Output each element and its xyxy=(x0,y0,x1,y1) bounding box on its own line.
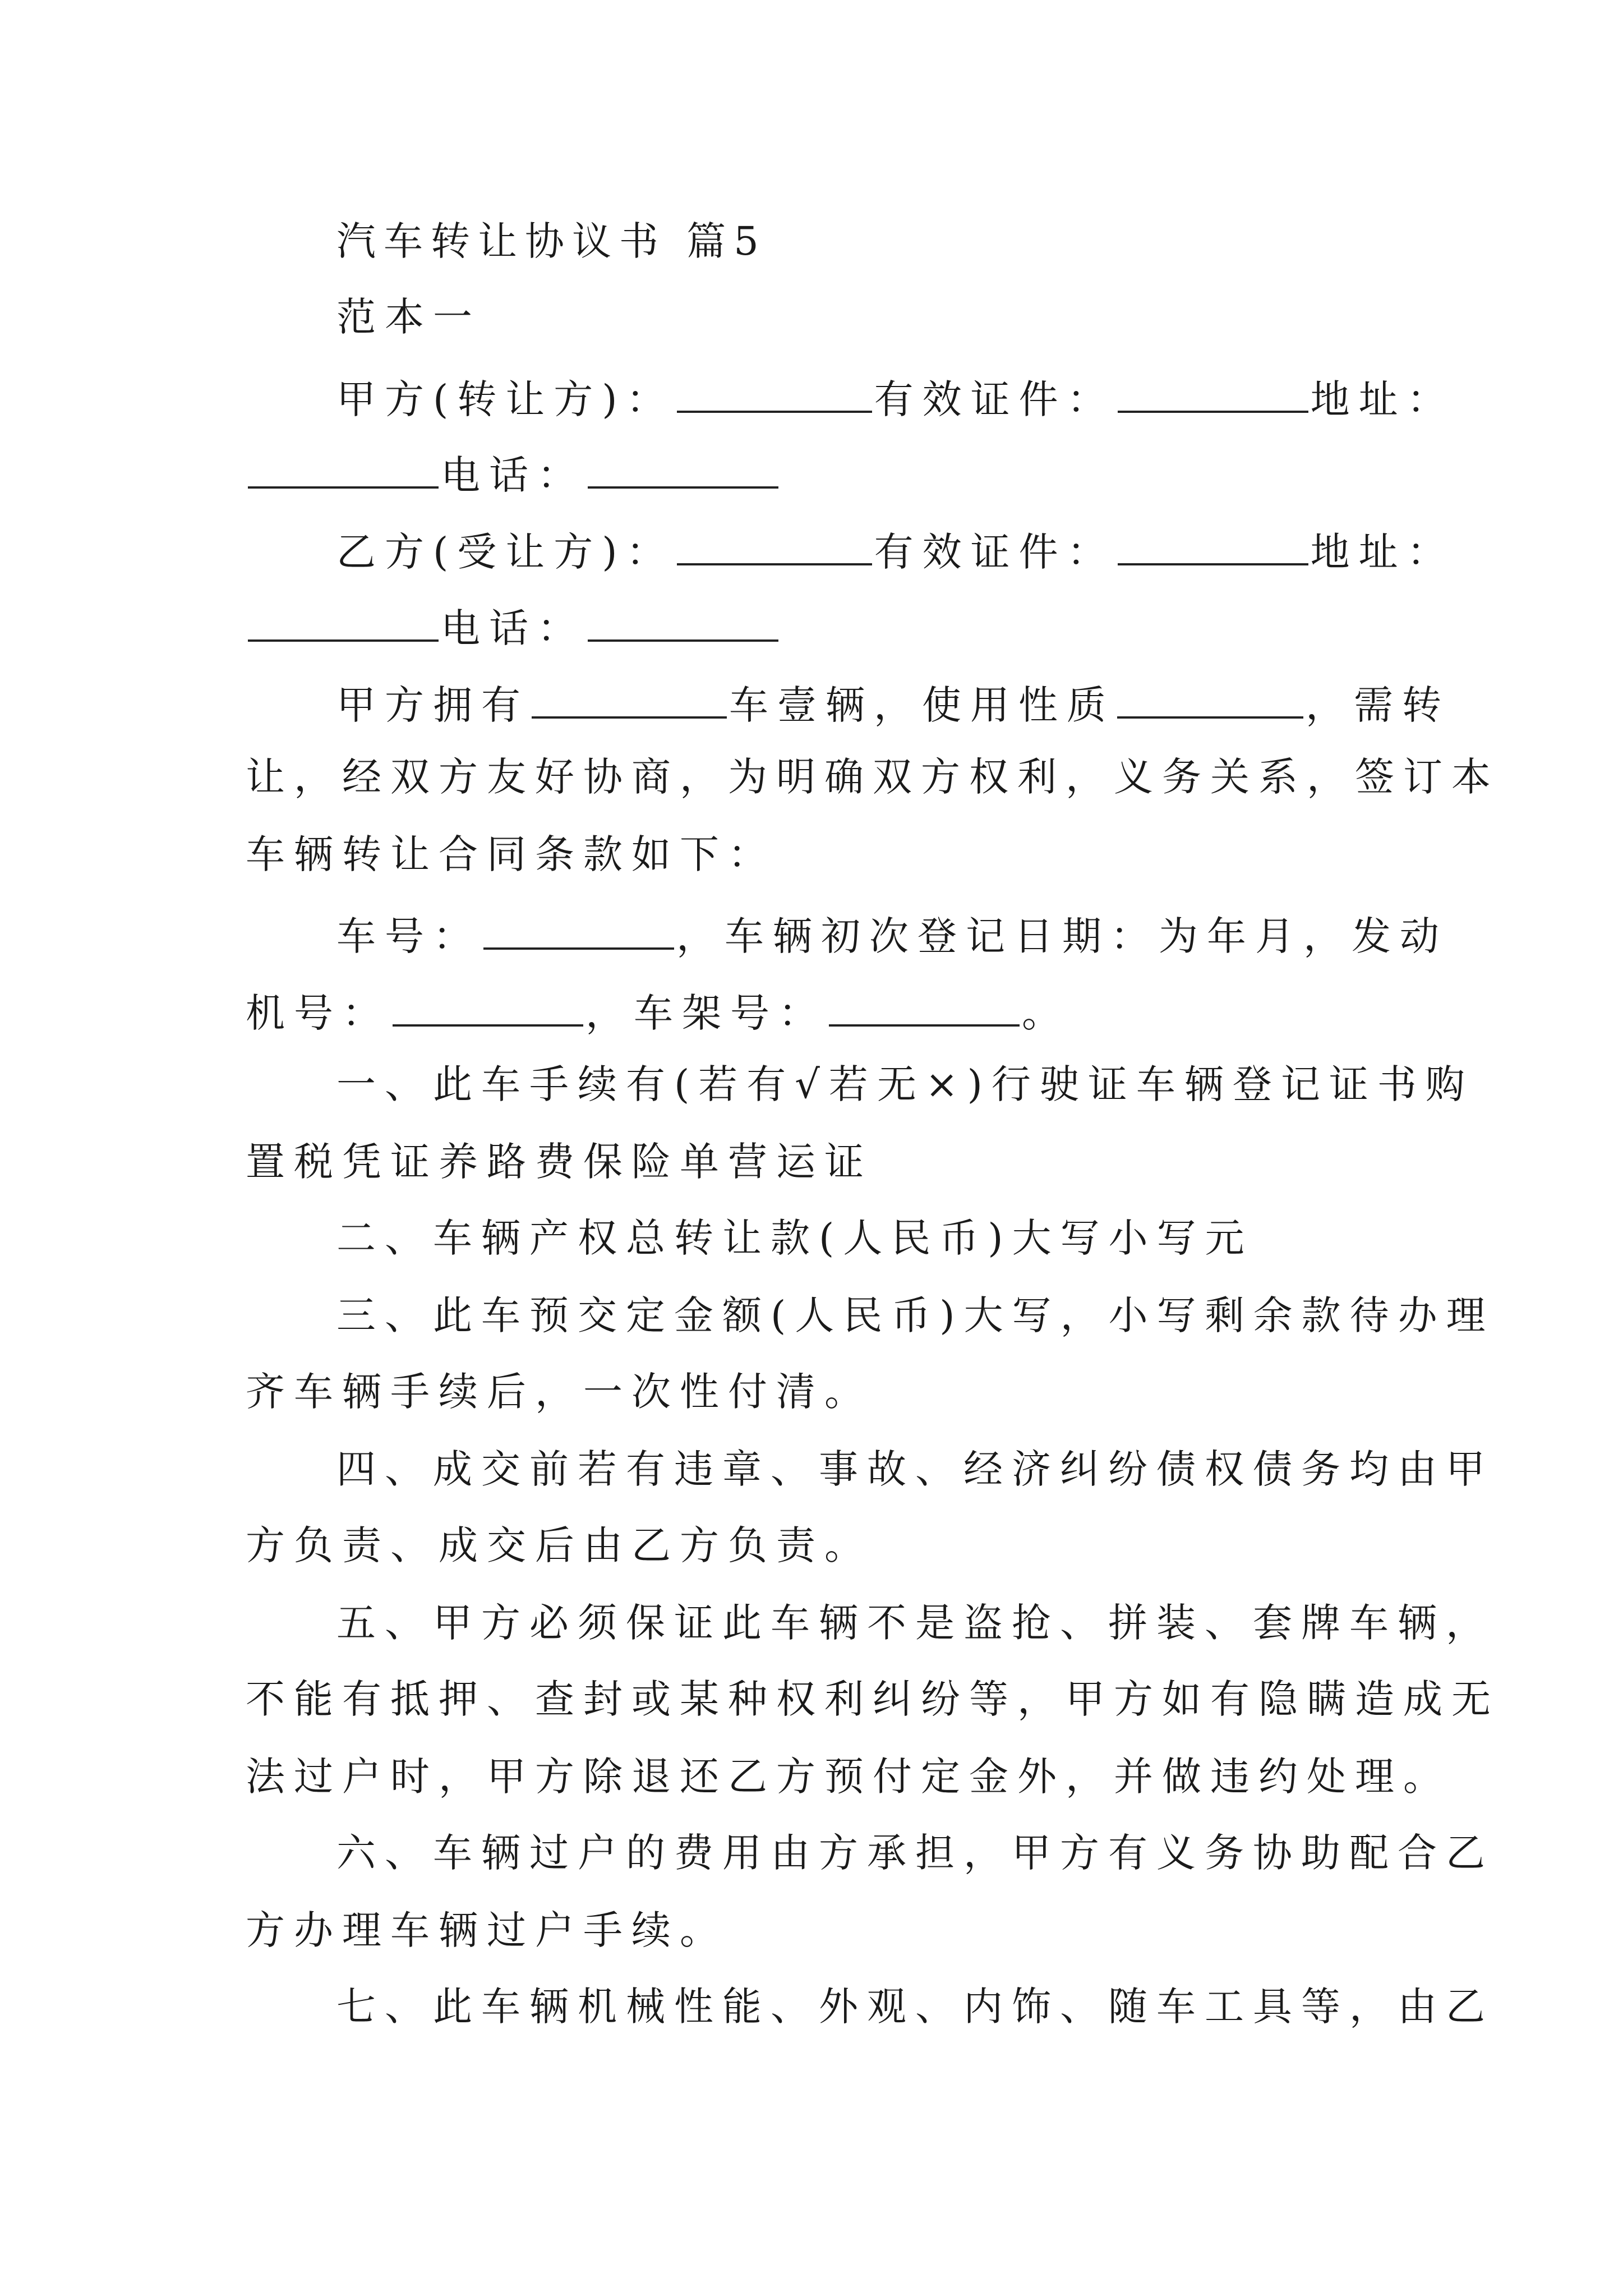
party-b-id-blank xyxy=(1118,527,1308,565)
document-title: 汽车转让协议书 篇5 xyxy=(336,218,767,264)
clause-5-line-2: 不能有抵押、查封或某种权利纠纷等，甲方如有隐瞒造成无 xyxy=(246,1676,1500,1722)
party-a-name-blank xyxy=(677,375,872,413)
frame-blank xyxy=(829,988,1020,1027)
clause-4-line-2: 方负责、成交后由乙方负责。 xyxy=(246,1522,873,1568)
intro-part-1: 甲方拥有 xyxy=(336,682,529,728)
clause-6-line-1: 六、车辆过户的费用由方承担，甲方有义务协助配合乙 xyxy=(336,1830,1494,1876)
clause-4-line-1: 四、成交前若有违章、事故、经济纠纷债权债务均由甲 xyxy=(336,1446,1494,1492)
party-b-label: 乙方(受让方)： xyxy=(336,529,675,575)
party-a-id-blank xyxy=(1118,375,1308,413)
party-b-address-label: 地址： xyxy=(1310,529,1455,575)
clause-5-line-3: 法过户时，甲方除退还乙方预付定金外，并做违约处理。 xyxy=(246,1754,1451,1800)
clause-7-line-1: 七、此车辆机械性能、外观、内饰、随车工具等，由乙 xyxy=(336,1984,1494,2030)
party-b-line-2 xyxy=(246,604,781,651)
plate-blank xyxy=(483,912,674,950)
engine-label: 机号： xyxy=(246,990,390,1036)
sample-label: 范本一 xyxy=(336,294,481,340)
party-b-phone-blank xyxy=(588,604,778,642)
plate-label: 车号： xyxy=(336,913,481,959)
vehicle-type-blank xyxy=(532,680,727,719)
clause-1-line-1: 一、此车手续有(若有√若无×)行驶证车辆登记证书购 xyxy=(336,1061,1474,1107)
party-b-phone-label: 电话： xyxy=(441,605,585,651)
party-a-id-label: 有效证件： xyxy=(874,376,1115,422)
frame-label: ，车架号： xyxy=(585,990,827,1036)
intro-line-3: 车辆转让合同条款如下： xyxy=(246,831,776,877)
party-a-label: 甲方(转让方)： xyxy=(336,376,675,422)
intro-line-2: 让，经双方友好协商，为明确双方权利，义务关系，签订本 xyxy=(246,754,1500,800)
vehicle-line-1 xyxy=(336,912,1448,959)
clause-6-line-2: 方办理车辆过户手续。 xyxy=(246,1907,728,1953)
party-a-phone-label: 电话： xyxy=(441,452,585,498)
party-a-line-2 xyxy=(246,450,781,498)
clause-1-line-2: 置税凭证养路费保险单营运证 xyxy=(246,1139,873,1185)
party-b-address-blank xyxy=(248,604,439,642)
intro-line-1 xyxy=(336,680,1450,728)
party-a-line xyxy=(336,375,1455,422)
usage-nature-blank xyxy=(1117,680,1303,719)
party-a-address-blank xyxy=(248,450,439,489)
clause-3-line-2: 齐车辆手续后，一次性付清。 xyxy=(246,1369,873,1415)
party-b-id-label: 有效证件： xyxy=(874,529,1115,575)
intro-part-2: 车壹辆，使用性质 xyxy=(729,682,1115,728)
party-a-address-label: 地址： xyxy=(1310,376,1455,422)
clause-3-line-1: 三、此车预交定金额(人民币)大写，小写剩余款待办理 xyxy=(336,1292,1495,1338)
clause-5-line-1: 五、甲方必须保证此车辆不是盗抢、拼装、套牌车辆， xyxy=(336,1600,1494,1646)
party-b-line xyxy=(336,527,1455,575)
vehicle-end: 。 xyxy=(1022,990,1070,1036)
clause-2-line-1: 二、车辆产权总转让款(人民币)大写小写元 xyxy=(336,1215,1253,1261)
registration-text: ，车辆初次登记日期：为年月，发动 xyxy=(676,913,1448,959)
intro-part-3: ，需转 xyxy=(1306,682,1450,728)
party-a-phone-blank xyxy=(588,450,778,489)
vehicle-line-2 xyxy=(246,988,1070,1036)
party-b-name-blank xyxy=(677,527,872,565)
engine-blank xyxy=(393,988,583,1027)
